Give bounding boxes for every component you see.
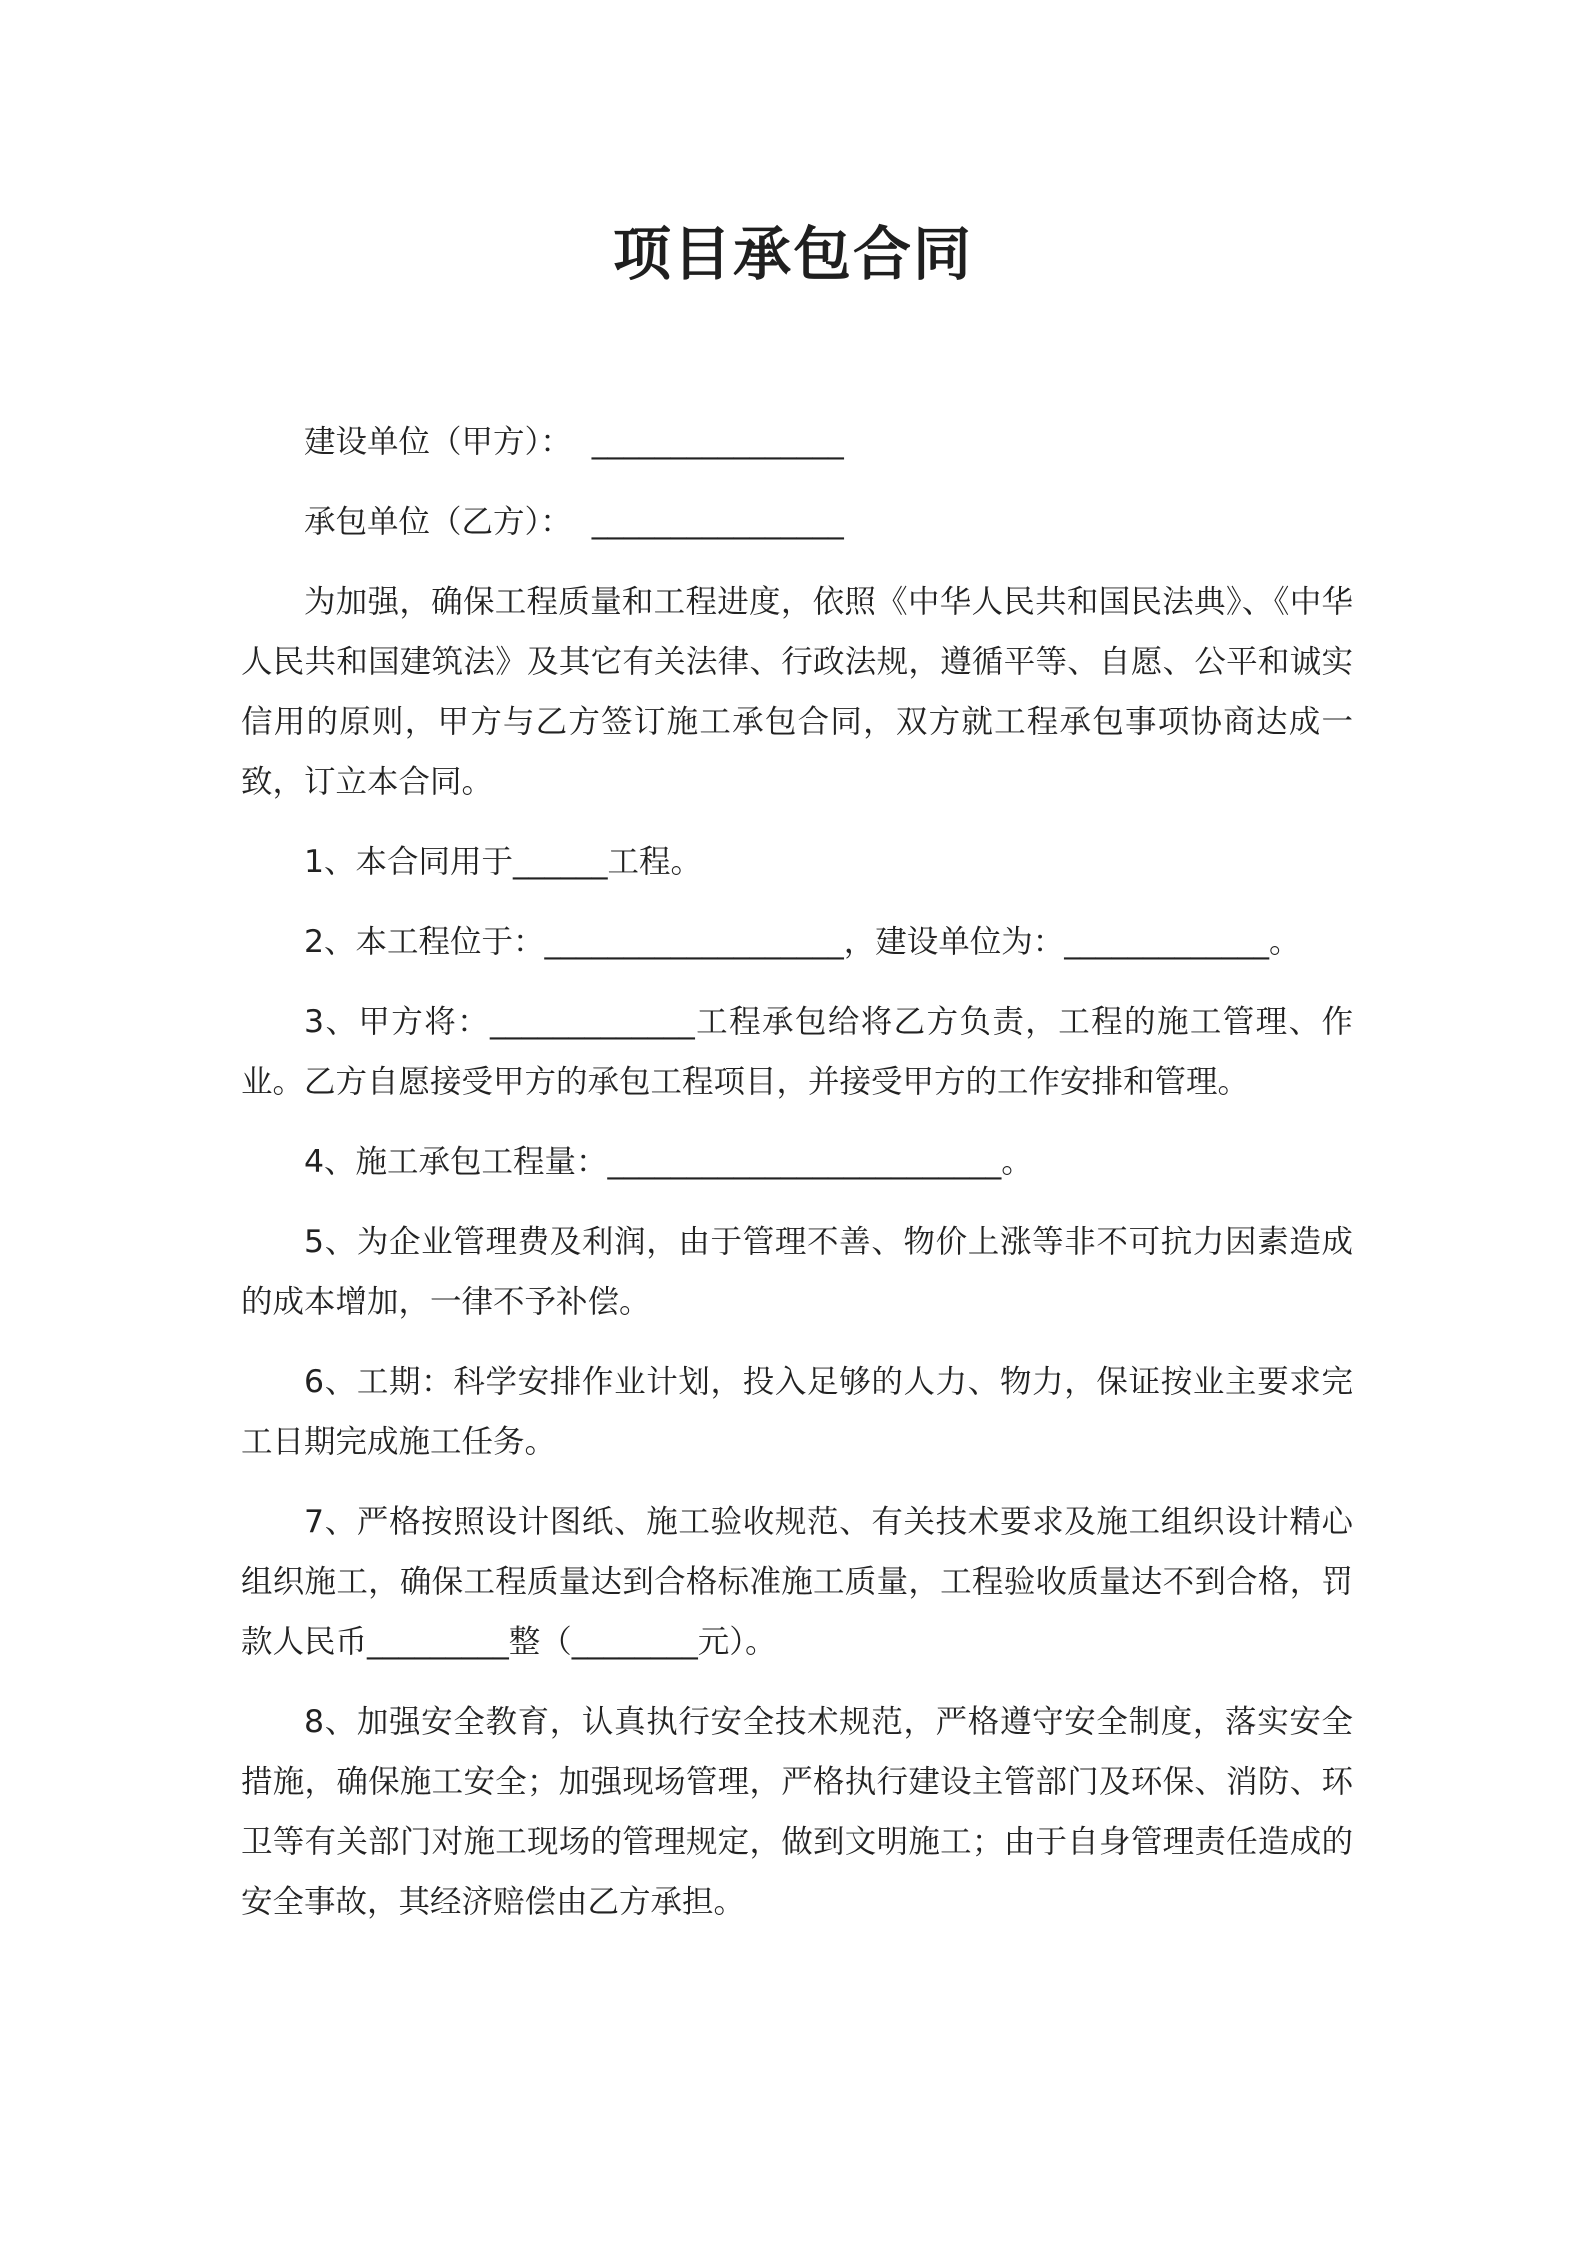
document-body	[241, 412, 1353, 1952]
clause-7: 7、严格按照设计图纸、施工验收规范、有关技术要求及施工组织设计精心组织施工，确保工程质量达到合格标准施工质量，工程验收质量达不到合格，罚款人民币_________整（________元）。	[241, 1504, 1353, 1660]
clause-4: 4、施工承包工程量：_________________________。	[304, 1144, 1033, 1180]
intro-paragraph: 为加强，确保工程质量和工程进度，依照《中华人民共和国民法典》、《中华人民共和国建筑法》及其它有关法律、行政法规，遵循平等、自愿、公平和诚实信用的原则，甲方与乙方签订施工承包合同，双方就工程承包事项协商达成一致，订立本合同。	[241, 584, 1353, 800]
clause-3: 3、甲方将：_____________工程承包给将乙方负责，工程的施工管理、作业。乙方自愿接受甲方的承包工程项目，并接受甲方的工作安排和管理。	[241, 1004, 1353, 1100]
party-a-line: 建设单位（甲方）： ________________	[304, 424, 844, 460]
clause-8: 8、加强安全教育，认真执行安全技术规范，严格遵守安全制度，落实安全措施，确保施工安全；加强现场管理，严格执行建设主管部门及环保、消防、环卫等有关部门对施工现场的管理规定，做到文明施工；由于自身管理责任造成的安全事故，其经济赔偿由乙方承担。	[241, 1704, 1353, 1920]
party-b-line: 承包单位（乙方）： ________________	[304, 504, 844, 540]
clause-1: 1、本合同用于______工程。	[304, 844, 703, 880]
clause-5: 5、为企业管理费及利润，由于管理不善、物价上涨等非不可抗力因素造成的成本增加，一律不予补偿。	[241, 1224, 1353, 1320]
document-title: 项目承包合同	[612, 220, 973, 288]
clause-2: 2、本工程位于：___________________，建设单位为：_____________。	[304, 924, 1301, 960]
clause-6: 6、工期：科学安排作业计划，投入足够的人力、物力，保证按业主要求完工日期完成施工任务。	[241, 1364, 1353, 1460]
